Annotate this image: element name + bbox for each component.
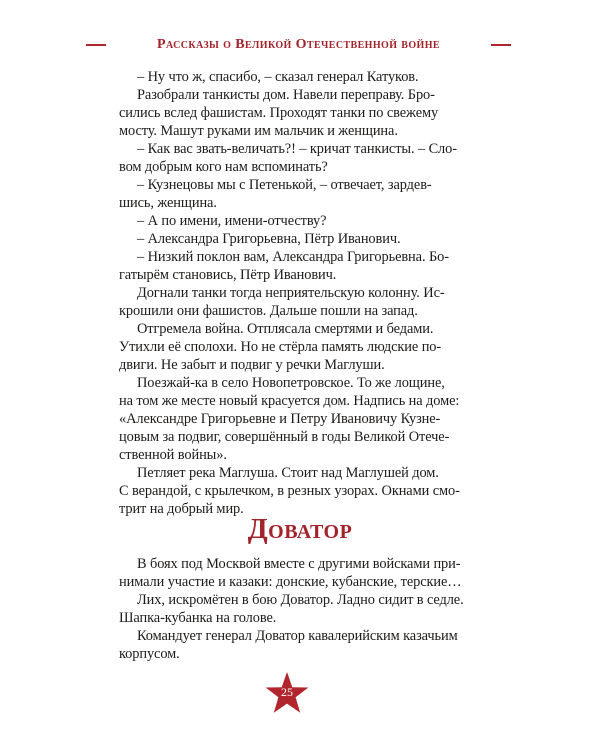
text-line: – Низкий поклон вам, Александра Григорьевна. Бо- [137,249,449,265]
text-line: – Как вас звать-величать?! – кричат танкисты. – Сло- [137,141,457,157]
text-line: Лих, искромётен в бою Доватор. Ладно сидит в седле. [137,592,464,608]
text-line: корпусом. [119,646,180,662]
text-line: трит на добрый мир. [119,501,244,517]
running-header [86,34,511,56]
text-line: ственной войны». [119,447,227,463]
section-text [119,555,480,663]
text-line: вом добрым кого нам вспоминать? [119,159,328,175]
text-line: С верандой, с крылечком, в резных узорах. Окнами смо- [119,483,460,499]
text-line: цовым за подвиг, совершённый в годы Великой Отече- [119,429,450,445]
page-number-badge [264,671,310,717]
page-number: 25 [281,685,293,699]
text-line: крошили они фашистов. Дальше пошли на запад. [119,303,418,319]
text-line: нимали участие и казаки: донские, кубанские, терские… [119,574,462,590]
text-line: Отгремела война. Отплясала смертями и бедами. [137,321,434,337]
text-line: шись, женщина. [119,195,217,211]
text-line: – Александра Григорьевна, Пётр Иванович. [137,231,401,247]
running-title: Рассказы о Великой Отечественной войне [157,37,440,52]
text-line: мосту. Машут руками им мальчик и женщина. [119,123,398,139]
text-line: Петляет река Маглуша. Стоит над Маглушей дом. [137,465,439,481]
text-line: Утихли её сполохи. Но не стёрла память людские по- [119,339,442,355]
text-line: – Ну что ж, спасибо, – сказал генерал Катуков. [137,69,419,85]
text-line: гатырём становись, Пётр Иванович. [119,267,337,283]
section-heading: Доватор [247,513,353,545]
header-right-rule [491,44,511,46]
text-line: Догнали танки тогда неприятельскую колонну. Ис- [137,285,445,301]
text-line: Разобрали танкисты дом. Навели переправу. Бро- [137,87,435,103]
text-line: – Кузнецовы мы с Петенькой, – отвечает, зардев- [137,177,432,193]
text-line: Шапка-кубанка на голове. [119,610,277,626]
text-line: на том же месте новый красуется дом. Надпись на доме: [119,393,460,409]
header-left-rule [86,44,106,46]
text-line: двиги. Не забыт и подвиг у речки Маглуши. [119,357,385,373]
text-line: – А по имени, имени-отчеству? [137,213,327,229]
text-line: Поезжай-ка в село Новопетровское. То же лощине, [137,375,445,391]
text-line: сились вслед фашистам. Проходят танки по свежему [119,105,439,121]
text-line: «Александре Григорьевне и Петру Ивановичу Кузне- [119,411,441,427]
text-line: Командует генерал Доватор кавалерийским казачьим [137,628,458,644]
story-text [119,68,480,518]
text-line: В боях под Москвой вместе с другими войсками при- [137,556,461,572]
